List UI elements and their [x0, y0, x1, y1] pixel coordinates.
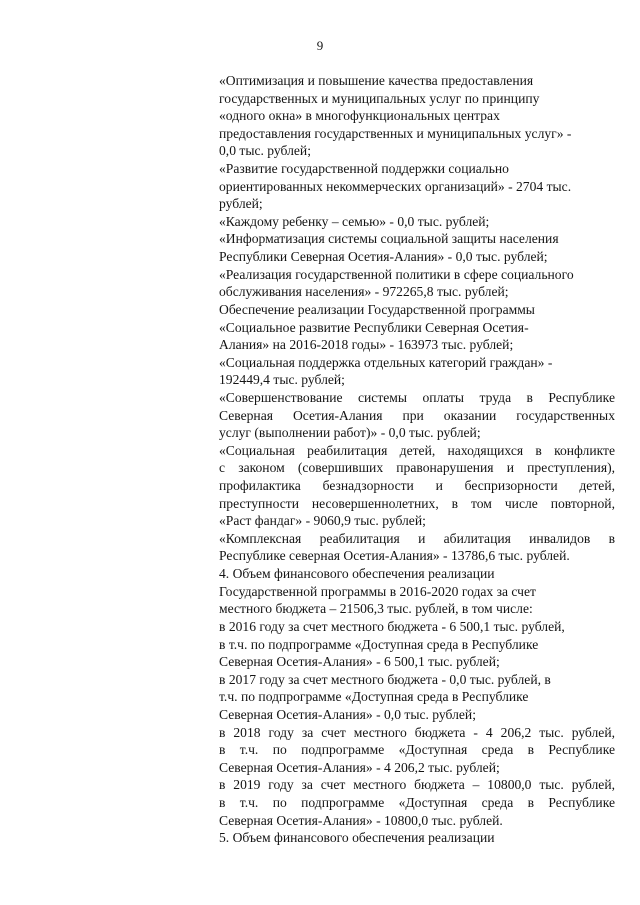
text-line: в 2016 году за счет местного бюджета - 6 500,1 тыс. рублей, — [219, 618, 565, 634]
text-line: профилактика безнадзорности и беспризорности детей, — [219, 478, 615, 494]
text-line: в т.ч. по подпрограмме «Доступная среда в Республике — [219, 742, 615, 758]
text-line: «Развитие государственной поддержки социально — [219, 161, 509, 177]
document-body — [219, 72, 615, 847]
text-line: с законом (совершивших правонарушения и преступления), — [219, 460, 615, 476]
text-line: в 2018 году за счет местного бюджета - 4 206,2 тыс. рублей, — [219, 724, 615, 740]
text-line: «Каждому ребенку – семью» - 0,0 тыс. рублей; — [219, 213, 490, 229]
text-line: в т.ч. по подпрограмме «Доступная среда в Республике — [219, 794, 615, 810]
text-line: в 2017 году за счет местного бюджета - 0,0 тыс. рублей, в — [219, 671, 551, 687]
text-line: местного бюджета – 21506,3 тыс. рублей, в том числе: — [219, 601, 533, 617]
text-line: 5. Объем финансового обеспечения реализации — [219, 830, 495, 846]
text-line: в 2019 году за счет местного бюджета – 10800,0 тыс. рублей, — [219, 777, 615, 793]
text-line: предоставления государственных и муниципальных услуг» - — [219, 125, 572, 141]
text-line: 192449,4 тыс. рублей; — [219, 372, 345, 388]
text-line: Северная Осетия-Алания» - 10800,0 тыс. рублей. — [219, 812, 503, 828]
text-line: «Реализация государственной политики в сфере социального — [219, 266, 574, 282]
text-line: услуг (выполнении работ)» - 0,0 тыс. рублей; — [219, 425, 481, 441]
text-line: Республике северная Осетия-Алания» - 13786,6 тыс. рублей. — [219, 548, 570, 564]
text-line: Республики Северная Осетия-Алания» - 0,0 тыс. рублей; — [219, 249, 548, 265]
text-line: Обеспечение реализации Государственной программы — [219, 301, 535, 317]
text-line: 0,0 тыс. рублей; — [219, 143, 311, 159]
text-line: «Социальное развитие Республики Северная Осетия- — [219, 319, 529, 335]
text-line: Северная Осетия-Алания» - 4 206,2 тыс. рублей; — [219, 759, 500, 775]
text-line: Северная Осетия-Алания при оказании государственных — [219, 407, 615, 423]
text-line: рублей; — [219, 196, 263, 212]
text-line: Северная Осетия-Алания» - 6 500,1 тыс. рублей; — [219, 654, 500, 670]
text-line: «Комплексная реабилитация и абилитация инвалидов в — [219, 530, 615, 546]
text-line: в т.ч. по подпрограмме «Доступная среда в Республике — [219, 636, 539, 652]
text-line: «Информатизация системы социальной защиты населения — [219, 231, 559, 247]
text-line: «Оптимизация и повышение качества предоставления — [219, 73, 534, 88]
text-line: Алания» на 2016-2018 годы» - 163973 тыс. рублей; — [219, 337, 514, 353]
text-line: «Раст фандаг» - 9060,9 тыс. рублей; — [219, 513, 426, 529]
text-line: 4. Объем финансового обеспечения реализации — [219, 566, 495, 582]
text-line: «Совершенствование системы оплаты труда в Республике — [219, 389, 615, 405]
text-line: «Социальная реабилитация детей, находящихся в конфликте — [219, 442, 615, 458]
page-number: 9 — [316, 38, 324, 53]
text-line: Государственной программы в 2016-2020 годах за счет — [219, 583, 536, 599]
text-line: ориентированных некоммерческих организаций» - 2704 тыс. — [219, 178, 572, 194]
text-line: Северная Осетия-Алания» - 0,0 тыс. рублей; — [219, 706, 476, 722]
text-line: «Социальная поддержка отдельных категорий граждан» - — [219, 354, 553, 370]
text-line: т.ч. по подпрограмме «Доступная среда в Республике — [219, 689, 529, 705]
text-line: преступности несовершеннолетних, в том числе повторной, — [219, 495, 615, 511]
text-line: «одного окна» в многофункциональных центрах — [219, 108, 500, 124]
text-line: обслуживания населения» - 972265,8 тыс. рублей; — [219, 284, 509, 300]
text-line: государственных и муниципальных услуг по принципу — [219, 90, 540, 106]
